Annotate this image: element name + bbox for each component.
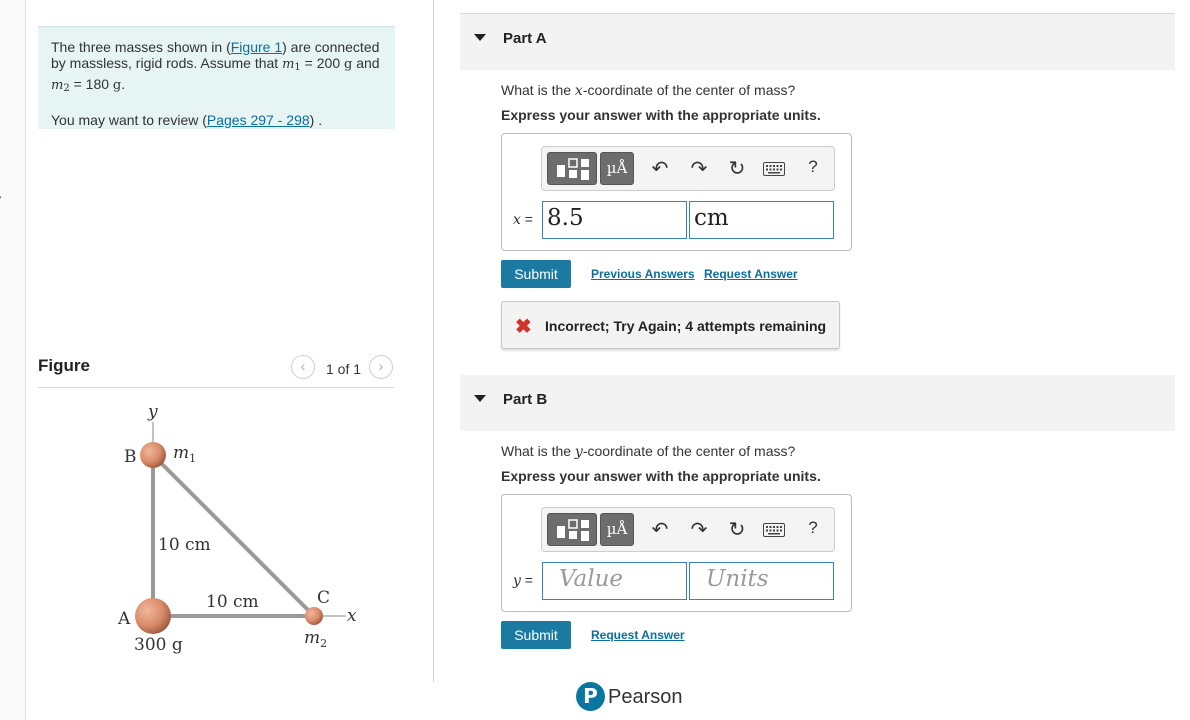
figure-header xyxy=(38,352,394,388)
review-text: You may want to review (Pages 297 - 298) . xyxy=(51,112,323,128)
expand-chevron-icon[interactable] xyxy=(0,188,2,204)
label-b: B xyxy=(124,447,137,467)
part-b-submit-button[interactable]: Submit xyxy=(501,621,571,649)
problem-text: The three masses shown in (Figure 1) are connected by massless, rigid rods. Assume that $m_1 = 200$ g and $m_2 = 180$ g. xyxy=(51,39,380,94)
pearson-logo-icon: P xyxy=(576,682,605,711)
units-button[interactable]: µÅ xyxy=(600,513,634,546)
x-axis-label: x xyxy=(347,606,357,626)
label-vertical-length: 10 cm xyxy=(158,535,211,555)
label-mass-a: 300 g xyxy=(134,635,183,655)
part-b-question: What is the y-coordinate of the center of mass? xyxy=(501,443,796,460)
figure-counter: 1 of 1 xyxy=(326,361,362,377)
part-b-answer-panel xyxy=(501,494,852,612)
collapse-caret-icon[interactable] xyxy=(474,34,486,41)
x-units-input[interactable]: cm xyxy=(689,201,834,239)
part-a-request-answer-link[interactable]: Request Answer xyxy=(704,267,798,281)
mass-a xyxy=(135,598,171,634)
reset-icon[interactable]: ↻ xyxy=(728,519,746,541)
y-axis-label: y xyxy=(148,402,158,422)
help-button[interactable]: ? xyxy=(808,518,818,537)
label-m2: $m_2$ xyxy=(304,628,328,650)
part-b-request-answer-link[interactable]: Request Answer xyxy=(591,628,685,642)
part-a-header[interactable] xyxy=(460,14,1175,70)
left-gutter xyxy=(0,0,26,720)
mass-m2 xyxy=(305,607,323,625)
m2-symbol: $m_2$ xyxy=(51,78,70,94)
part-b-header[interactable] xyxy=(460,375,1175,431)
x-variable-label: x = xyxy=(513,211,533,228)
part-a-question: What is the x-coordinate of the center of mass? xyxy=(501,82,796,99)
undo-icon[interactable]: ↶ xyxy=(651,519,669,541)
templates-icon xyxy=(548,514,598,547)
part-b-title: Part B xyxy=(503,391,548,408)
y-value-input[interactable]: Value xyxy=(542,562,687,600)
error-x-icon: ✖ xyxy=(515,316,532,338)
figure-next-button[interactable]: › xyxy=(369,355,393,379)
part-b-instruction: Express your answer with the appropriate units. xyxy=(501,468,821,484)
label-c: C xyxy=(317,588,331,608)
undo-icon[interactable]: ↶ xyxy=(651,158,669,180)
mass-diagram xyxy=(88,398,378,668)
figure-prev-button[interactable]: ‹ xyxy=(291,355,315,379)
y-units-input[interactable]: Units xyxy=(689,562,834,600)
column-divider xyxy=(433,0,434,682)
review-pages-link[interactable]: Pages 297 - 298 xyxy=(206,112,310,128)
help-button[interactable]: ? xyxy=(808,157,818,176)
keyboard-icon[interactable] xyxy=(760,520,788,543)
collapse-caret-icon[interactable] xyxy=(474,395,486,402)
math-toolbar xyxy=(541,507,835,552)
y-variable-label: y = xyxy=(513,572,533,589)
label-m1: $m_1$ xyxy=(173,443,197,465)
templates-button[interactable] xyxy=(547,152,597,185)
mass-m1 xyxy=(140,442,166,468)
part-a-submit-button[interactable]: Submit xyxy=(501,260,571,288)
figure-title: Figure xyxy=(38,356,90,375)
x-value-input[interactable]: 8.5 xyxy=(542,201,687,239)
pearson-brand: Pearson xyxy=(608,686,683,708)
figure-link[interactable]: Figure 1 xyxy=(230,39,283,55)
math-toolbar xyxy=(541,146,835,191)
m1-symbol: $m_1$ xyxy=(282,57,301,73)
redo-icon[interactable]: ↷ xyxy=(690,519,708,541)
units-button[interactable]: µÅ xyxy=(600,152,634,185)
problem-statement xyxy=(38,26,395,129)
templates-icon xyxy=(548,153,598,186)
part-a-answer-panel xyxy=(501,133,852,251)
feedback-text: Incorrect; Try Again; 4 attempts remaining xyxy=(545,318,827,334)
redo-icon[interactable]: ↷ xyxy=(690,158,708,180)
previous-answers-link[interactable]: Previous Answers xyxy=(591,267,695,281)
feedback-message xyxy=(501,301,840,349)
reset-icon[interactable]: ↻ xyxy=(728,158,746,180)
part-a-instruction: Express your answer with the appropriate units. xyxy=(501,107,821,123)
label-a: A xyxy=(118,609,131,629)
label-horizontal-length: 10 cm xyxy=(206,592,259,612)
keyboard-icon[interactable] xyxy=(760,159,788,182)
part-a-title: Part A xyxy=(503,30,547,47)
templates-button[interactable] xyxy=(547,513,597,546)
